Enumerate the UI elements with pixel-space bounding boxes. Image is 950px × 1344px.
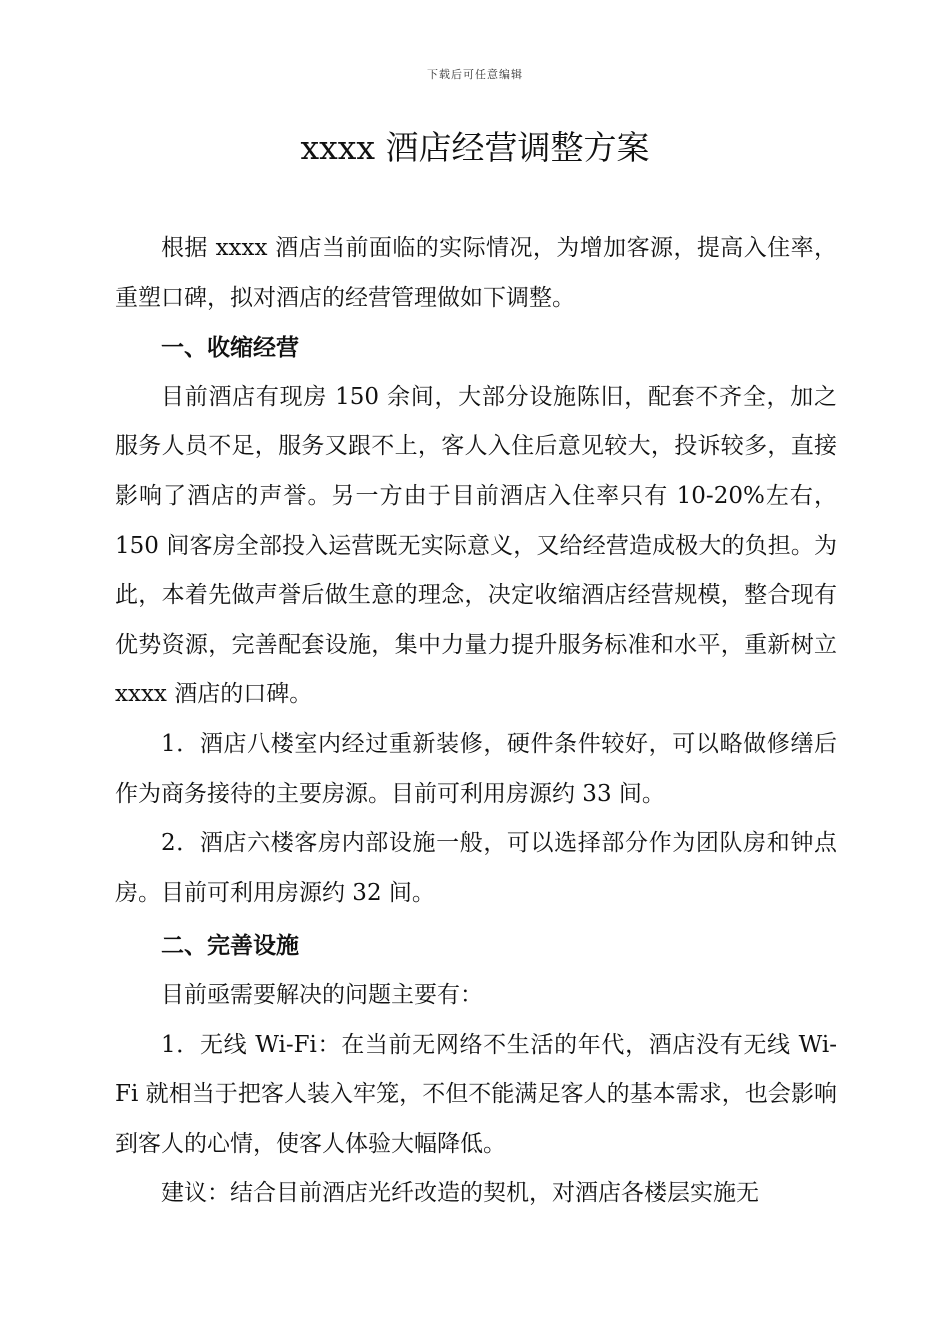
document-title: xxxx 酒店经营调整方案 <box>300 128 650 167</box>
list-item-eighth-floor: 1．酒店八楼室内经过重新装修，硬件条件较好，可以略做修缮后作为商务接待的主要房源。目前可利用房源约 33 间。 <box>115 730 837 807</box>
suggestion-paragraph: 建议：结合目前酒店光纤改造的契机，对酒店各楼层实施无 <box>161 1180 759 1207</box>
list-item-sixth-floor: 2．酒店六楼客房内部设施一般，可以选择部分作为团队房和钟点房。目前可利用房源约 32 间。 <box>115 830 837 906</box>
intro-paragraph: 根据 xxxx 酒店当前面临的实际情况，为增加客源，提高入住率，重塑口碑，拟对酒店的经营管理做如下调整。 <box>115 235 837 311</box>
page-header-note: 下载后可任意编辑 <box>427 68 523 81</box>
list-item-wifi: 1．无线 Wi-Fi：在当前无网络不生活的年代，酒店没有无线 Wi-Fi 就相当于把客人装入牢笼，不但不能满足客人的基本需求，也会影响到客人的心情，使客人体验大幅降低。 <box>115 1031 837 1157</box>
section-heading-facilities: 二、完善设施 <box>161 932 299 960</box>
document-body <box>115 224 837 1219</box>
contraction-paragraph: 目前酒店有现房 150 余间，大部分设施陈旧，配套不齐全，加之服务人员不足，服务又跟不上，客人入住后意见较大，投诉较多，直接影响了酒店的声誉。另一方由于目前酒店入住率只有 10-20%左右，150 间客房全部投入运营既无实际意义，又给经营造成极大的负担。为此，本着先做声誉后做生意的理念，决定收缩酒店经营规模，整合现有优势资源，完善配套设施，集中力量力提升服务标准和水平，重新树立 xxxx 酒店的口碑。 <box>115 383 837 708</box>
section-heading-contraction: 一、收缩经营 <box>161 334 299 362</box>
issues-intro-paragraph: 目前亟需要解决的问题主要有： <box>161 981 483 1008</box>
